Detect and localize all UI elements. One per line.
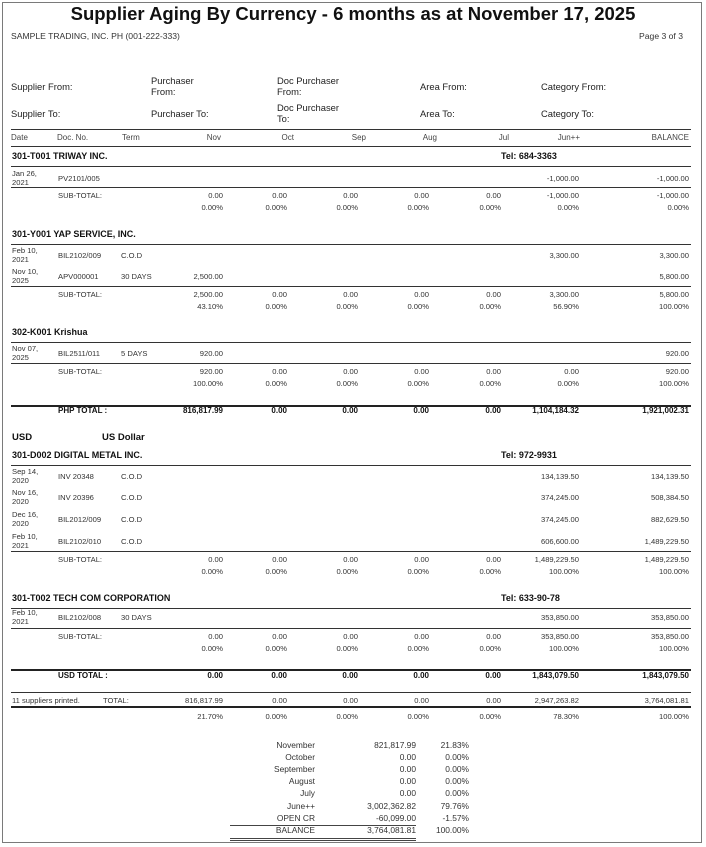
row-jun: 606,600.00	[540, 537, 579, 546]
subtotal-balance: 1,489,229.50	[644, 555, 689, 564]
page-number: Page 3 of 3	[639, 31, 683, 41]
subtotal-oct: 0.00	[272, 555, 287, 564]
supplier-rule	[11, 608, 691, 609]
subtotal-pct-nov: 100.00%	[193, 379, 223, 388]
subtotal-jun: 3,300.00	[549, 290, 579, 299]
subtotal-jul: 0.00	[486, 191, 501, 200]
subtotal-sep: 0.00	[343, 555, 358, 564]
col-sep: Sep	[351, 133, 366, 142]
subtotal-pct-aug: 0.00%	[407, 644, 429, 653]
criteria-doc-to-line1: Doc Purchaser	[277, 102, 340, 113]
subtotal-pct-balance: 100.00%	[659, 567, 689, 576]
summary-balance-top-rule	[230, 825, 416, 826]
row-term: C.O.D	[121, 472, 143, 481]
criteria-doc-to-line2: To:	[277, 113, 290, 124]
summary-balance-bottom-rule-2	[230, 840, 416, 841]
usd-total-jul: 0.00	[485, 671, 501, 680]
subtotal-oct: 0.00	[272, 632, 287, 641]
php-total-balance: 1,921,002.31	[642, 406, 689, 415]
subtotal-jul: 0.00	[486, 367, 501, 376]
grand-total-pct-jul: 0.00%	[479, 712, 501, 721]
summary-pct: 0.00%	[445, 764, 469, 775]
subtotal-pct-nov: 0.00%	[201, 644, 223, 653]
supplier-rule	[11, 465, 691, 466]
criteria-category-to: Category To:	[541, 108, 594, 119]
subtotal-pct-aug: 0.00%	[407, 302, 429, 311]
usd-total-nov: 0.00	[207, 671, 223, 680]
row-jun: 353,850.00	[540, 613, 579, 622]
row-doc-no: BIL2511/011	[58, 349, 100, 358]
row-term: C.O.D	[121, 515, 143, 524]
subtotal-jun: 1,489,229.50	[534, 555, 579, 564]
summary-pct: 0.00%	[445, 776, 469, 787]
criteria-supplier-to: Supplier To:	[11, 108, 61, 119]
row-doc-no: BIL2012/009	[58, 515, 102, 524]
grand-total-label: TOTAL:	[103, 696, 129, 705]
subtotal-balance: -1,000.00	[656, 191, 689, 200]
supplier-rule	[11, 244, 691, 245]
row-date: Feb 10,	[12, 246, 38, 255]
subtotal-oct: 0.00	[272, 191, 287, 200]
summary-label: June++	[287, 800, 315, 811]
subtotal-pct-aug: 0.00%	[407, 379, 429, 388]
grand-total-top-rule	[11, 692, 691, 693]
php-total-jul: 0.00	[485, 406, 501, 415]
subtotal-pct-aug: 0.00%	[407, 203, 429, 212]
php-total-jun: 1,104,184.32	[532, 406, 579, 415]
subtotal-pct-jul: 0.00%	[479, 644, 501, 653]
subtotal-pct-jul: 0.00%	[479, 379, 501, 388]
usd-total-balance: 1,843,079.50	[642, 671, 689, 680]
criteria-doc-purchaser-to	[277, 102, 339, 124]
subtotal-jun: 353,850.00	[540, 632, 579, 641]
row-term: C.O.D	[121, 251, 143, 260]
row-doc-no: BIL2102/009	[58, 251, 102, 260]
grand-total-pct-aug: 0.00%	[407, 712, 429, 721]
subtotal-jun: -1,000.00	[546, 191, 579, 200]
subtotal-jul: 0.00	[486, 632, 501, 641]
row-doc-no: APV000001	[58, 272, 99, 281]
summary-pct: 0.00%	[445, 788, 469, 799]
currency-code: USD	[12, 432, 33, 443]
row-date: Sep 14,	[12, 467, 39, 476]
usd-total-jun: 1,843,079.50	[532, 671, 579, 680]
subtotal-aug: 0.00	[414, 290, 429, 299]
row-balance: 3,300.00	[659, 251, 689, 260]
row-date: Nov 16,	[12, 488, 39, 497]
row-doc-no: BIL2102/008	[58, 613, 102, 622]
supplier-tel: Tel: 972-9931	[501, 450, 557, 460]
subtotal-pct-oct: 0.00%	[265, 203, 287, 212]
row-nov: 920.00	[199, 349, 223, 358]
row-date: Dec 16,	[12, 510, 39, 519]
summary-pct: 100.00%	[435, 824, 469, 835]
grand-total-aug: 0.00	[414, 696, 429, 705]
subtotal-label: SUB-TOTAL:	[58, 632, 103, 641]
row-date-year: 2021	[12, 541, 29, 550]
subtotal-nov: 920.00	[199, 367, 223, 376]
criteria-doc-from-line1: Doc Purchaser	[277, 75, 340, 86]
summary-amount: 0.00	[399, 788, 416, 799]
usd-total-oct: 0.00	[271, 671, 287, 680]
grand-total-pct-oct: 0.00%	[265, 712, 287, 721]
row-date: Nov 07,	[12, 344, 39, 353]
row-balance: 882,629.50	[650, 515, 689, 524]
row-date-year: 2021	[12, 255, 29, 264]
summary-label: BALANCE	[275, 824, 315, 835]
summary-pct: 79.76%	[440, 800, 469, 811]
supplier-name: 301-T001 TRIWAY INC.	[12, 151, 108, 161]
subtotal-rule	[11, 286, 691, 287]
grand-total-pct-sep: 0.00%	[336, 712, 358, 721]
supplier-name: 302-K001 Krishua	[12, 327, 88, 337]
row-nov: 2,500.00	[193, 272, 223, 281]
subtotal-jul: 0.00	[486, 555, 501, 564]
subtotal-label: SUB-TOTAL:	[58, 290, 103, 299]
supplier-name: 301-Y001 YAP SERVICE, INC.	[12, 229, 136, 239]
grand-total-jul: 0.00	[486, 696, 501, 705]
subtotal-pct-sep: 0.00%	[336, 203, 358, 212]
subtotal-aug: 0.00	[414, 632, 429, 641]
criteria-area-from: Area From:	[420, 81, 467, 92]
supplier-tel: Tel: 633-90-78	[501, 593, 560, 603]
subtotal-nov: 0.00	[208, 632, 223, 641]
row-date-year: 2020	[12, 497, 29, 506]
row-jun: 3,300.00	[549, 251, 579, 260]
row-balance: 1,489,229.50	[644, 537, 689, 546]
supplier-rule	[11, 166, 691, 167]
row-date-year: 2020	[12, 476, 29, 485]
supplier-tel: Tel: 684-3363	[501, 151, 557, 161]
report-title: Supplier Aging By Currency - 6 months as at November 17, 2025	[70, 3, 636, 24]
suppliers-printed: 11 suppliers printed.	[12, 696, 80, 705]
subtotal-rule	[11, 187, 691, 188]
summary-amount: -60,099.00	[375, 812, 416, 823]
subtotal-pct-jul: 0.00%	[479, 302, 501, 311]
summary-label: July	[300, 788, 315, 799]
subtotal-pct-jul: 0.00%	[479, 203, 501, 212]
col-date: Date	[11, 133, 28, 142]
col-oct: Oct	[281, 133, 294, 142]
subtotal-balance: 920.00	[665, 367, 689, 376]
criteria-purchaser-from	[151, 75, 194, 97]
col-doc-no: Doc. No.	[57, 133, 89, 142]
subtotal-rule	[11, 363, 691, 364]
summary-amount: 3,002,362.82	[367, 800, 416, 811]
row-balance: 5,800.00	[659, 272, 689, 281]
criteria-supplier-from: Supplier From:	[11, 81, 73, 92]
summary-amount: 821,817.99	[374, 740, 416, 750]
summary-balance-bottom-rule	[230, 838, 416, 839]
grand-total-balance: 3,764,081.81	[644, 696, 689, 705]
subtotal-pct-balance: 100.00%	[659, 379, 689, 388]
supplier-rule	[11, 342, 691, 343]
row-jun: -1,000.00	[546, 174, 579, 183]
summary-pct: -1.57%	[442, 812, 469, 823]
grand-total-sep: 0.00	[343, 696, 358, 705]
subtotal-rule	[11, 628, 691, 629]
php-total-aug: 0.00	[413, 406, 429, 415]
row-jun: 374,245.00	[540, 493, 579, 502]
subtotal-pct-sep: 0.00%	[336, 302, 358, 311]
supplier-name: 301-D002 DIGITAL METAL INC.	[12, 450, 143, 460]
php-total-label: PHP TOTAL :	[58, 406, 108, 415]
company-name: SAMPLE TRADING, INC. PH (001-222-333)	[11, 31, 180, 41]
subtotal-pct-jun: 100.00%	[549, 567, 579, 576]
summary-label: September	[274, 764, 315, 775]
row-balance: 353,850.00	[650, 613, 689, 622]
subtotal-pct-balance: 100.00%	[659, 644, 689, 653]
php-total-sep: 0.00	[342, 406, 358, 415]
criteria-doc-from-line2: From:	[277, 86, 302, 97]
row-doc-no: INV 20348	[58, 472, 94, 481]
summary-amount: 3,764,081.81	[367, 824, 416, 835]
col-term: Term	[122, 133, 140, 142]
summary-amount: 0.00	[399, 776, 416, 787]
subtotal-aug: 0.00	[414, 555, 429, 564]
subtotal-pct-jun: 0.00%	[557, 203, 579, 212]
subtotal-jun: 0.00	[564, 367, 579, 376]
subtotal-pct-oct: 0.00%	[265, 567, 287, 576]
criteria-area-to: Area To:	[420, 108, 455, 119]
subtotal-pct-sep: 0.00%	[336, 644, 358, 653]
subtotal-pct-oct: 0.00%	[265, 302, 287, 311]
row-doc-no: INV 20396	[58, 493, 94, 502]
summary-pct: 0.00%	[445, 752, 469, 763]
row-term: C.O.D	[121, 537, 143, 546]
col-nov: Nov	[206, 133, 221, 142]
subtotal-balance: 5,800.00	[659, 290, 689, 299]
currency-name: US Dollar	[102, 432, 145, 443]
row-date-year: 2021	[12, 178, 29, 187]
subtotal-pct-sep: 0.00%	[336, 379, 358, 388]
criteria-purchaser-from-line2: From:	[151, 86, 176, 97]
summary-label: October	[285, 752, 315, 763]
summary-label: August	[288, 776, 315, 787]
subtotal-pct-nov: 43.10%	[197, 302, 223, 311]
row-balance: 134,139.50	[650, 472, 689, 481]
grand-total-pct-jun: 78.30%	[553, 712, 579, 721]
subtotal-pct-balance: 0.00%	[667, 203, 689, 212]
subtotal-pct-oct: 0.00%	[265, 644, 287, 653]
subtotal-sep: 0.00	[343, 191, 358, 200]
grand-total-pct-balance: 100.00%	[659, 712, 689, 721]
subtotal-pct-nov: 0.00%	[201, 567, 223, 576]
subtotal-sep: 0.00	[343, 632, 358, 641]
php-total-oct: 0.00	[271, 406, 287, 415]
row-term: C.O.D	[121, 493, 143, 502]
row-term: 30 DAYS	[121, 272, 152, 281]
row-balance: 508,384.50	[650, 493, 689, 502]
header-top-rule	[11, 129, 691, 130]
row-date: Feb 10,	[12, 608, 38, 617]
subtotal-sep: 0.00	[343, 290, 358, 299]
subtotal-pct-sep: 0.00%	[336, 567, 358, 576]
row-doc-no: BIL2102/010	[58, 537, 102, 546]
subtotal-oct: 0.00	[272, 367, 287, 376]
row-term: 5 DAYS	[121, 349, 148, 358]
grand-total-oct: 0.00	[272, 696, 287, 705]
row-doc-no: PV2101/005	[58, 174, 100, 183]
subtotal-pct-jun: 56.90%	[553, 302, 579, 311]
usd-total-label: USD TOTAL :	[58, 671, 108, 680]
subtotal-rule	[11, 551, 691, 552]
summary-pct: 21.83%	[440, 740, 469, 750]
subtotal-aug: 0.00	[414, 191, 429, 200]
row-jun: 134,139.50	[540, 472, 579, 481]
summary-amount: 0.00	[399, 764, 416, 775]
grand-total-bottom-rule	[11, 706, 691, 708]
subtotal-label: SUB-TOTAL:	[58, 555, 103, 564]
subtotal-pct-oct: 0.00%	[265, 379, 287, 388]
row-date-year: 2025	[12, 353, 29, 362]
row-date-year: 2020	[12, 519, 29, 528]
subtotal-pct-balance: 100.00%	[659, 302, 689, 311]
header-bottom-rule	[11, 146, 691, 147]
subtotal-oct: 0.00	[272, 290, 287, 299]
subtotal-pct-jun: 100.00%	[549, 644, 579, 653]
criteria-purchaser-to: Purchaser To:	[151, 108, 209, 119]
grand-total-pct-nov: 21.70%	[197, 712, 223, 721]
criteria-category-from: Category From:	[541, 81, 607, 92]
criteria-purchaser-from-line1: Purchaser	[151, 75, 194, 86]
col-balance: BALANCE	[651, 133, 689, 142]
subtotal-nov: 0.00	[208, 191, 223, 200]
col-aug: Aug	[422, 133, 437, 142]
subtotal-jul: 0.00	[486, 290, 501, 299]
row-date: Feb 10,	[12, 532, 38, 541]
row-term: 30 DAYS	[121, 613, 152, 622]
grand-total-jun: 2,947,263.82	[534, 696, 579, 705]
row-jun: 374,245.00	[540, 515, 579, 524]
summary-label: November	[276, 740, 315, 750]
subtotal-label: SUB-TOTAL:	[58, 367, 103, 376]
usd-total-aug: 0.00	[413, 671, 429, 680]
subtotal-aug: 0.00	[414, 367, 429, 376]
row-date-year: 2025	[12, 276, 29, 285]
row-date: Jan 26,	[12, 169, 37, 178]
row-balance: 920.00	[665, 349, 689, 358]
subtotal-pct-jul: 0.00%	[479, 567, 501, 576]
php-total-nov: 816,817.99	[182, 406, 223, 415]
row-date-year: 2021	[12, 617, 29, 626]
col-jun: Jun++	[557, 133, 580, 142]
subtotal-nov: 0.00	[208, 555, 223, 564]
subtotal-pct-aug: 0.00%	[407, 567, 429, 576]
summary-amount: 0.00	[399, 752, 416, 763]
row-balance: -1,000.00	[656, 174, 689, 183]
row-date: Nov 10,	[12, 267, 39, 276]
criteria-doc-purchaser-from	[277, 75, 339, 97]
subtotal-sep: 0.00	[343, 367, 358, 376]
subtotal-label: SUB-TOTAL:	[58, 191, 103, 200]
summary-label: OPEN CR	[276, 812, 315, 823]
grand-total-nov: 816,817.99	[184, 696, 223, 705]
subtotal-nov: 2,500.00	[193, 290, 223, 299]
supplier-name: 301-T002 TECH COM CORPORATION	[12, 593, 171, 603]
col-jul: Jul	[498, 133, 509, 142]
subtotal-pct-jun: 0.00%	[557, 379, 579, 388]
subtotal-pct-nov: 0.00%	[201, 203, 223, 212]
subtotal-balance: 353,850.00	[650, 632, 689, 641]
usd-total-sep: 0.00	[342, 671, 358, 680]
